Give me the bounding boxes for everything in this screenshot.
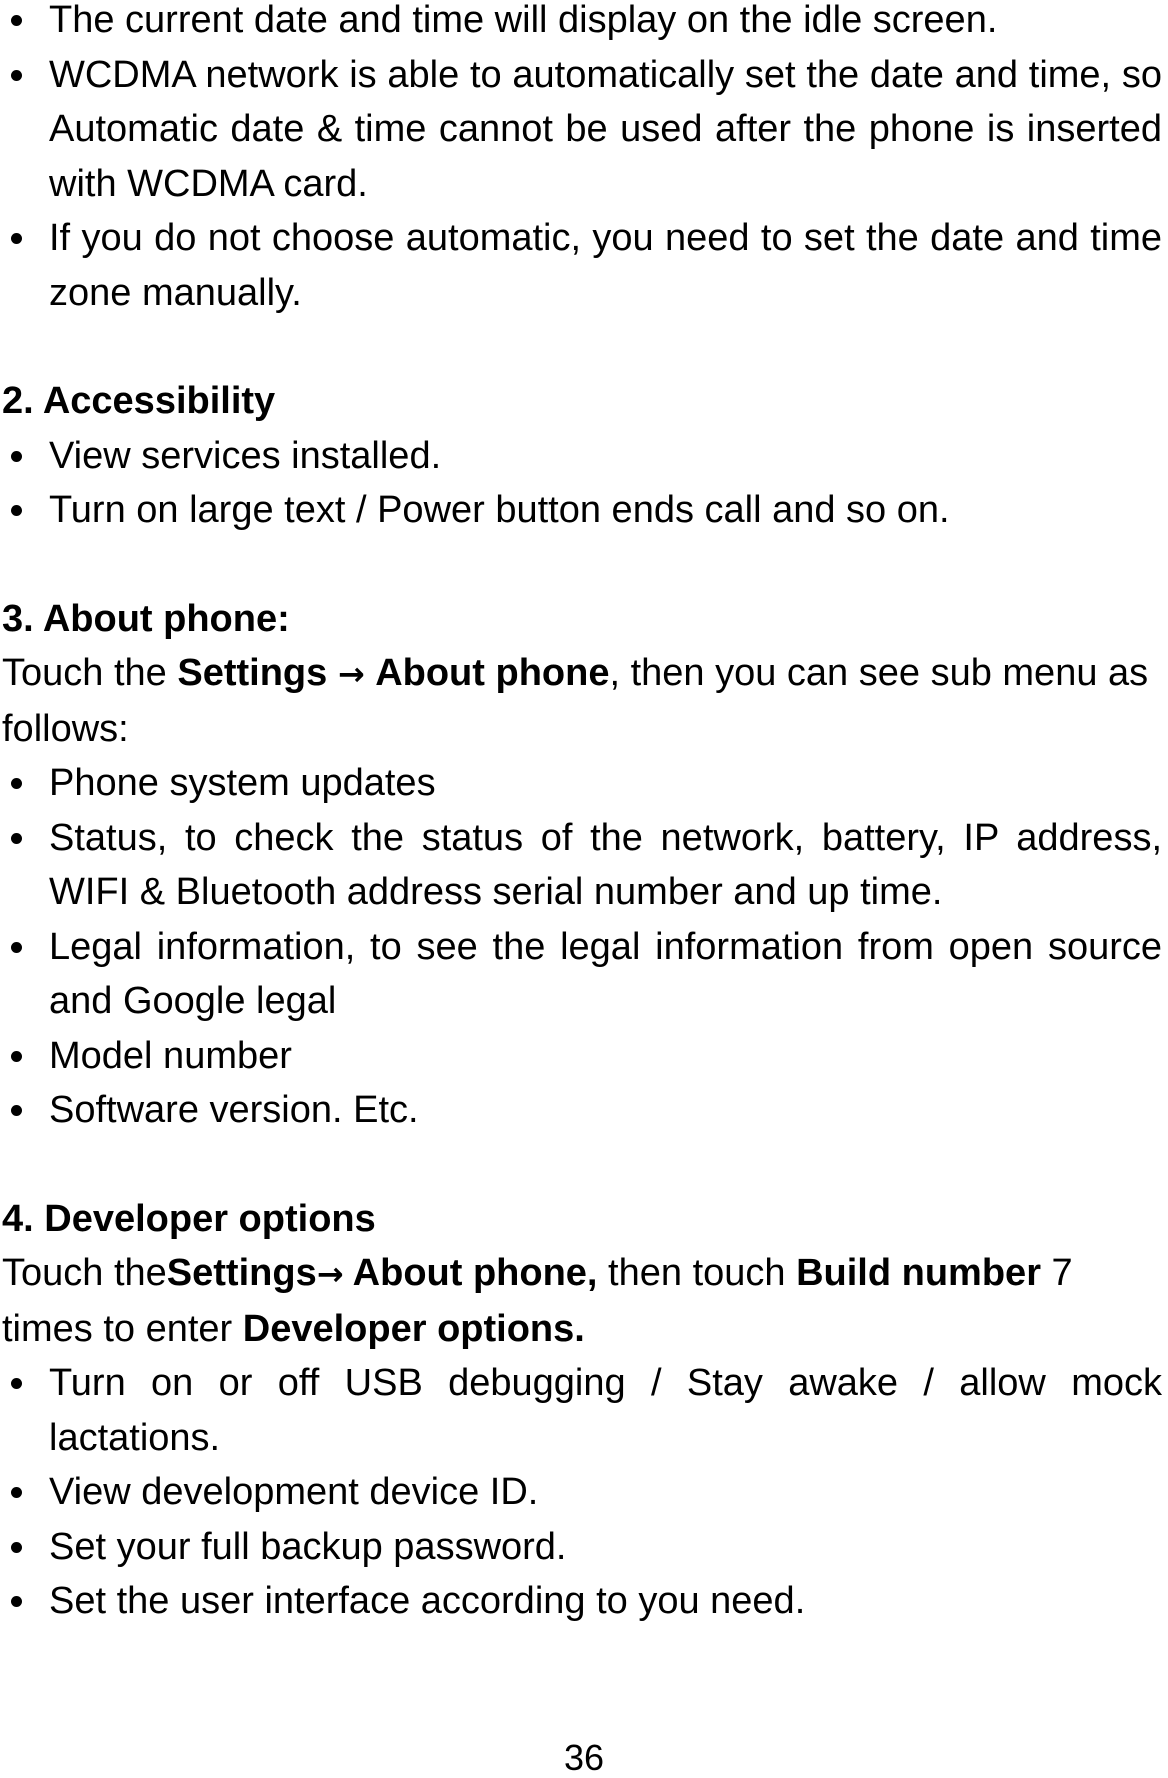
developer-options-bullet-list <box>2 1356 1162 1629</box>
page-number: 36 <box>563 1737 605 1778</box>
list-item: Legal information, to see the legal information from open source and Google legal <box>2 920 1162 1029</box>
developer-options-heading: 4. Developer options <box>2 1197 376 1240</box>
list-item: Model number <box>2 1029 1162 1084</box>
bullet-icon <box>11 1542 22 1553</box>
list-item: Software version. Etc. <box>2 1083 1162 1138</box>
list-item: Set the user interface according to you need. <box>2 1574 1162 1629</box>
bullet-icon <box>11 15 22 26</box>
list-item: WCDMA network is able to automatically set the date and time, so Automatic date & time cannot be used after the phone is inserted with WCDMA card. <box>2 48 1162 212</box>
accessibility-heading: 2. Accessibility <box>2 380 276 422</box>
list-item: Phone system updates <box>2 756 1162 811</box>
about-phone-intro: Touch the Settings → About phone, then you can see sub menu as follows: <box>2 652 1149 750</box>
bullet-icon <box>11 70 22 81</box>
bullet-icon <box>11 1596 22 1607</box>
bullet-icon <box>11 1487 22 1498</box>
accessibility-bullet-list <box>2 429 1162 538</box>
list-item: Set your full backup password. <box>2 1520 1162 1575</box>
bullet-icon <box>11 451 22 462</box>
arrow-right-icon: → <box>337 655 365 693</box>
page-content <box>2 0 1162 1629</box>
list-item: Status, to check the status of the network, battery, IP address, WIFI & Bluetooth address serial number and up time. <box>2 811 1162 920</box>
bullet-icon <box>11 505 22 516</box>
list-item: View services installed. <box>2 429 1162 484</box>
arrow-right-icon: → <box>316 1255 344 1293</box>
list-item: The current date and time will display on the idle screen. <box>2 0 1162 48</box>
bullet-icon <box>11 833 22 844</box>
list-item: View development device ID. <box>2 1465 1162 1520</box>
about-phone-bullet-list <box>2 756 1162 1138</box>
list-item: If you do not choose automatic, you need to set the date and time zone manually. <box>2 211 1162 320</box>
bullet-icon <box>11 942 22 953</box>
developer-options-intro: Touch theSettings→ About phone, then touch Build number 7 times to enter Developer options. <box>2 1252 1073 1350</box>
about-phone-heading: 3. About phone: <box>2 597 290 640</box>
bullet-icon <box>11 1051 22 1062</box>
bullet-icon <box>11 778 22 789</box>
bullet-icon <box>11 1105 22 1116</box>
bullet-icon <box>11 1378 22 1389</box>
bullet-icon <box>11 233 22 244</box>
date-time-bullet-list <box>2 0 1162 320</box>
list-item: Turn on large text / Power button ends call and so on. <box>2 483 1162 538</box>
list-item: Turn on or off USB debugging / Stay awake / allow mock lactations. <box>2 1356 1162 1465</box>
